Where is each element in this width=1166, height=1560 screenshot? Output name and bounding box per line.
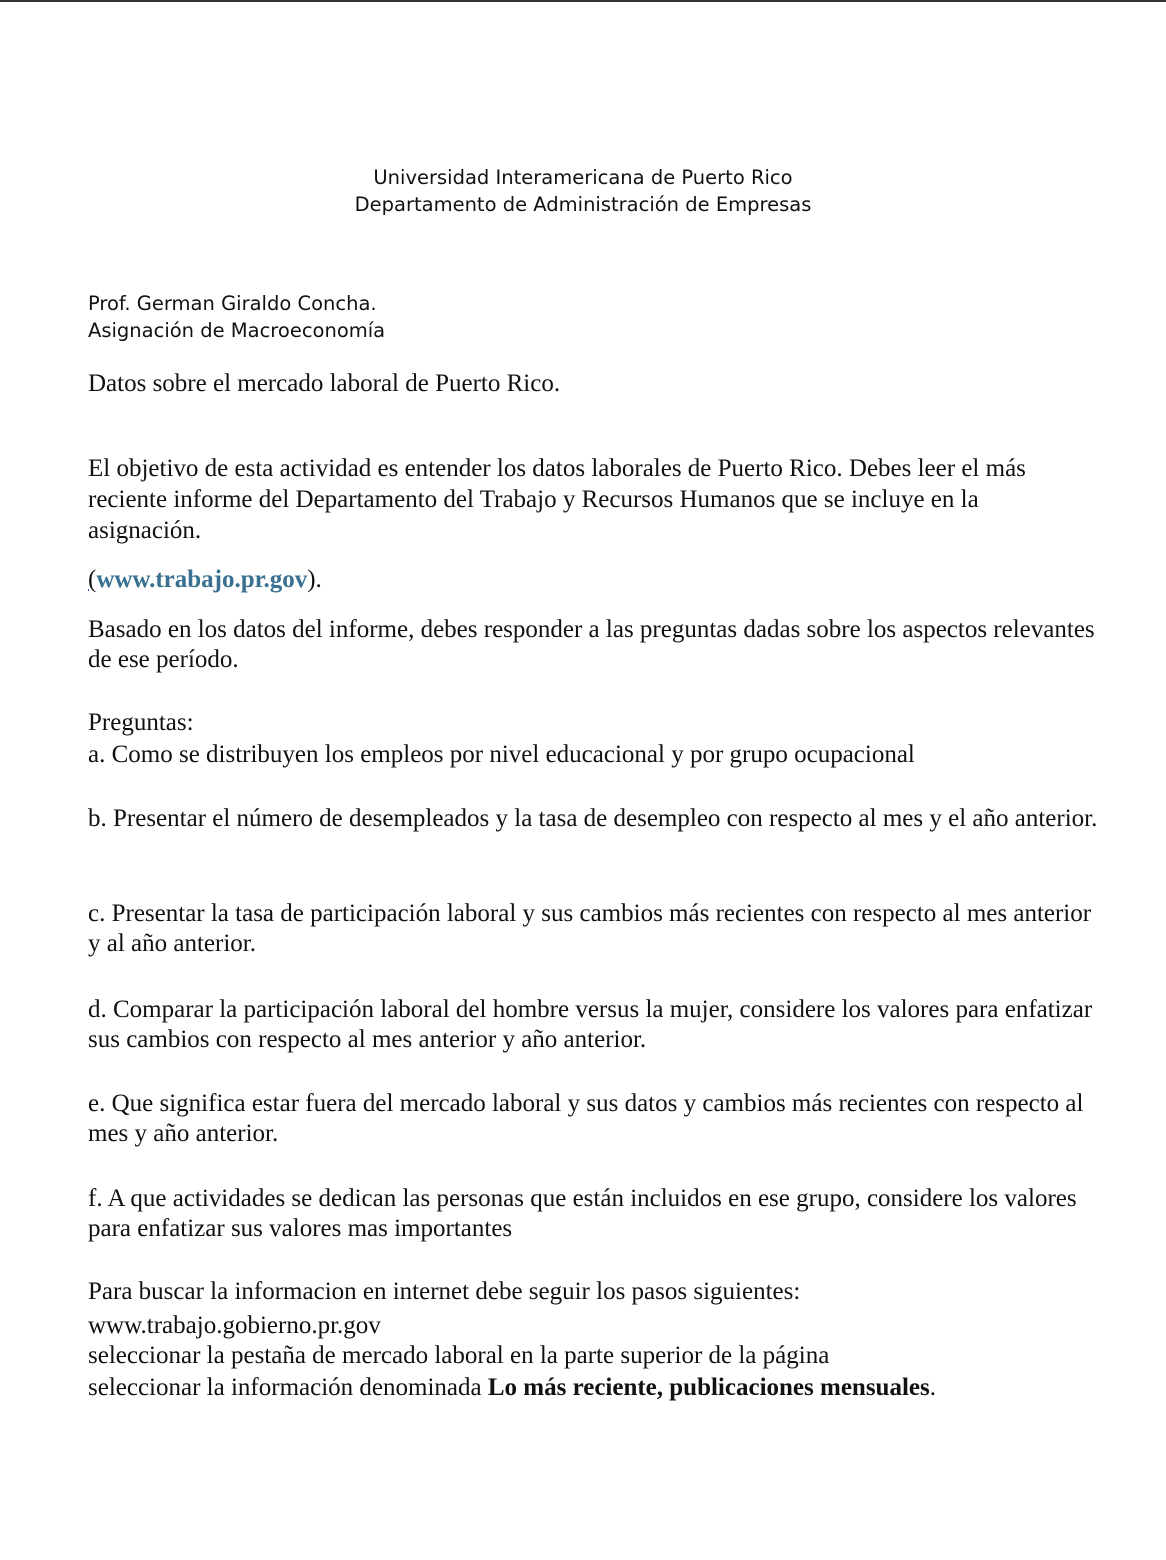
question-d: d. Comparar la participación laboral del hombre versus la mujer, considere los valores para enfatizar sus cambios con respecto al mes anterior y año anterior. bbox=[88, 996, 1093, 1053]
step-select-publication bbox=[88, 1373, 936, 1403]
top-border bbox=[0, 0, 1166, 2]
trabajo-link[interactable]: www.trabajo.pr.gov bbox=[96, 566, 308, 593]
step-select-tab: seleccionar la pestaña de mercado laboral en la parte superior de la página bbox=[88, 1342, 830, 1369]
link-open-paren: ( bbox=[88, 566, 97, 593]
professor-name: Prof. German Giraldo Concha. bbox=[88, 292, 377, 315]
document-title: Datos sobre el mercado laboral de Puerto Rico. bbox=[88, 370, 561, 397]
step3-prefix: seleccionar la información denominada bbox=[88, 1374, 488, 1401]
step3-suffix: . bbox=[929, 1374, 936, 1401]
department-name: Departamento de Administración de Empresas bbox=[354, 193, 812, 216]
university-name: Universidad Interamericana de Puerto Rico bbox=[373, 166, 793, 189]
source-link-line bbox=[88, 565, 322, 595]
objective-paragraph: El objetivo de esta actividad es entender los datos laborales de Puerto Rico. Debes leer el más reciente informe del Departamento del Trabajo y Recursos Humanos que se incluye en la asignación. bbox=[88, 455, 1026, 544]
question-a: a. Como se distribuyen los empleos por nivel educacional y por grupo ocupacional bbox=[88, 741, 915, 768]
step-website: www.trabajo.gobierno.pr.gov bbox=[88, 1312, 381, 1339]
step3-bold-text: Lo más reciente, publicaciones mensuales bbox=[487, 1374, 930, 1401]
steps-intro: Para buscar la informacion en internet debe seguir los pasos siguientes: bbox=[88, 1278, 801, 1305]
instructions-paragraph: Basado en los datos del informe, debes responder a las preguntas dadas sobre los aspectos relevantes de ese período. bbox=[88, 616, 1095, 673]
question-f: f. A que actividades se dedican las personas que están incluidos en ese grupo, considere los valores para enfatizar sus valores mas importantes bbox=[88, 1185, 1077, 1242]
question-c: c. Presentar la tasa de participación laboral y sus cambios más recientes con respecto al mes anterior y al año anterior. bbox=[88, 900, 1092, 957]
questions-heading: Preguntas: bbox=[88, 709, 194, 736]
link-close-paren: ). bbox=[307, 566, 322, 593]
question-b: b. Presentar el número de desempleados y la tasa de desempleo con respecto al mes y el año anterior. bbox=[88, 805, 1098, 832]
assignment-name: Asignación de Macroeconomía bbox=[88, 319, 386, 342]
question-e: e. Que significa estar fuera del mercado laboral y sus datos y cambios más recientes con respecto al mes y año anterior. bbox=[88, 1090, 1084, 1147]
